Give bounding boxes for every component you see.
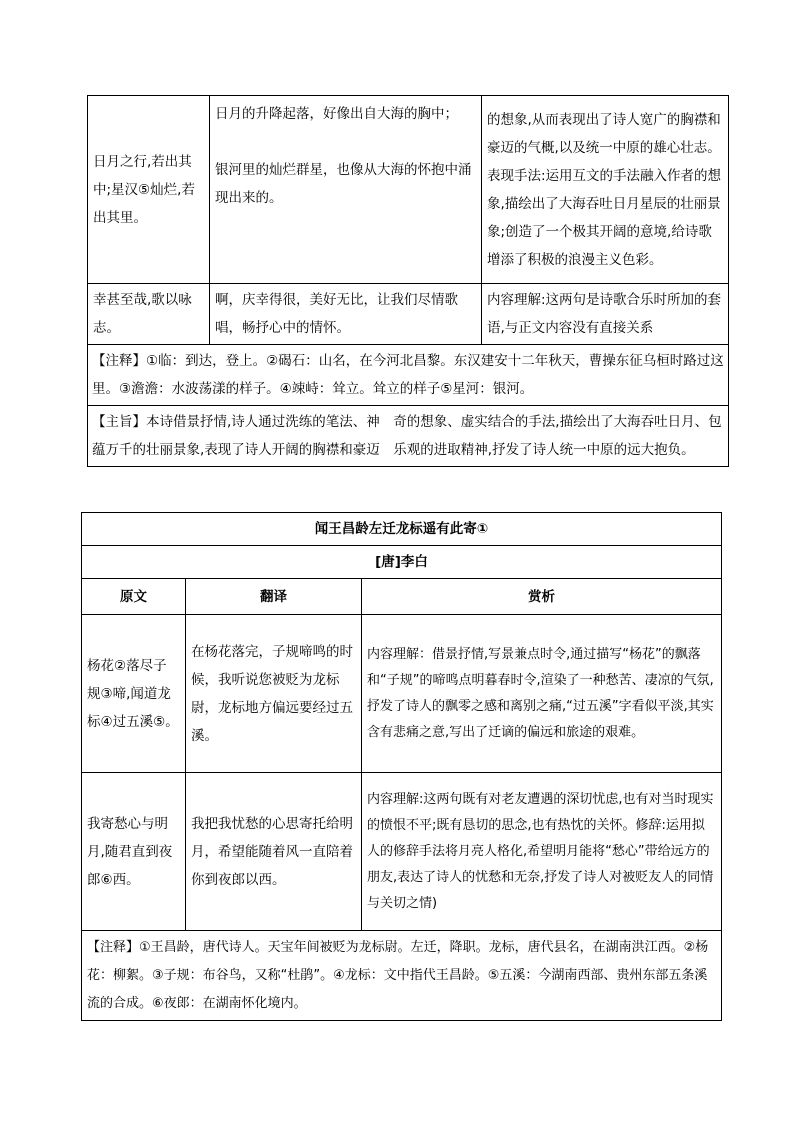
translation-cell: 在杨花落完，子规啼鸣的时候，我听说您被贬为龙标尉，龙标地方偏远要经过五溪。 <box>186 615 362 773</box>
analysis-cell: 的想象,从而表现出了诗人宽广的胸襟和豪迈的气概,以及统一中原的雄心壮志。表现手法:运用互文的手法融入作者的想象,描绘出了大海吞吐日月星辰的壮丽景象;创造了一个极其开阔的意境,给诗歌增添了积极的浪漫主义色彩。 <box>482 96 729 284</box>
notes-cell: 【注释】①临：到达，登上。②碣石：山名，在今河北昌黎。东汉建安十二年秋天，曹操东征乌桓时路过这里。③澹澹：水波荡漾的样子。④竦峙：耸立。耸立的样子⑤星河：银河。 <box>88 345 729 406</box>
header-analysis: 赏析 <box>362 579 722 615</box>
table-row <box>82 615 722 773</box>
header-original: 原文 <box>82 579 186 615</box>
analysis-cell: 内容理解：借景抒情,写景兼点时令,通过描写“杨花”的飘落和“子规”的啼鸣点明暮春时令,渲染了一种愁苦、凄凉的气氛,抒发了诗人的飘零之感和离别之痛,“过五溪”字看似平淡,其实含有悲痛之意,写出了迁谪的偏远和旅途的艰难。 <box>362 615 722 773</box>
translation-text: 日月的升降起落，好像出自大海的胸中； 银河里的灿烂群星，也像从大海的怀抱中涌现出来的。 <box>215 106 472 206</box>
table-row <box>88 96 729 284</box>
analysis-cell: 内容理解:这两句既有对老友遭遇的深切忧虑,也有对当时现实的愤恨不平;既有恳切的思念,也有热忱的关怀。修辞:运用拟人的修辞手法将月亮人格化,希望明月能将“愁心”带给远方的朋友,表达了诗人的忧愁和无奈,抒发了诗人对被贬友人的同情与关切之情) <box>362 773 722 931</box>
translation-cell: 我把我忧愁的心思寄托给明月，希望能随着风一直陪着你到夜郎以西。 <box>186 773 362 931</box>
poem-author: [唐]李白 <box>82 546 722 579</box>
translation-cell: 啊，庆幸得很，美好无比，让我们尽情歌唱，畅抒心中的情怀。 <box>210 284 482 345</box>
table-row <box>82 773 722 931</box>
table-row <box>82 931 722 1021</box>
poem-table-1 <box>87 95 729 467</box>
poem-title: 闻王昌龄左迁龙标遥有此寄① <box>82 513 722 546</box>
header-translation: 翻译 <box>186 579 362 615</box>
original-text-cell: 日月之行,若出其中;星汉⑤灿烂,若出其里。 <box>88 96 210 284</box>
original-text-cell: 幸甚至哉,歌以咏志。 <box>88 284 210 345</box>
table-header-row <box>82 579 722 615</box>
theme-cell: 【主旨】本诗借景抒情,诗人通过洗练的笔法、神 奇的想象、虚实结合的手法,描绘出了大海吞吐日月、包蕴万千的壮丽景象,表现了诗人开阔的胸襟和豪迈 乐观的进取精神,抒发了诗人统一中原的远大抱负。 <box>88 406 729 467</box>
table-row <box>82 546 722 579</box>
poem-table-2 <box>81 512 722 1021</box>
table-row <box>82 513 722 546</box>
original-text-cell: 杨花②落尽子规③啼,闻道龙标④过五溪⑤。 <box>82 615 186 773</box>
original-text-cell: 我寄愁心与明月,随君直到夜郎⑥西。 <box>82 773 186 931</box>
table-row <box>88 345 729 406</box>
analysis-cell: 内容理解:这两句是诗歌合乐时所加的套语,与正文内容没有直接关系 <box>482 284 729 345</box>
table-row <box>88 406 729 467</box>
translation-cell <box>210 96 482 284</box>
table-row <box>88 284 729 345</box>
notes-cell: 【注释】①王昌龄，唐代诗人。天宝年间被贬为龙标尉。左迁，降职。龙标，唐代县名，在湖南洪江西。②杨花：柳絮。③子规：布谷鸟，又称“杜鹃”。④龙标：文中指代王昌龄。⑤五溪：今湖南西部、贵州东部五条溪流的合成。⑥夜郎：在湖南怀化境内。 <box>82 931 722 1021</box>
